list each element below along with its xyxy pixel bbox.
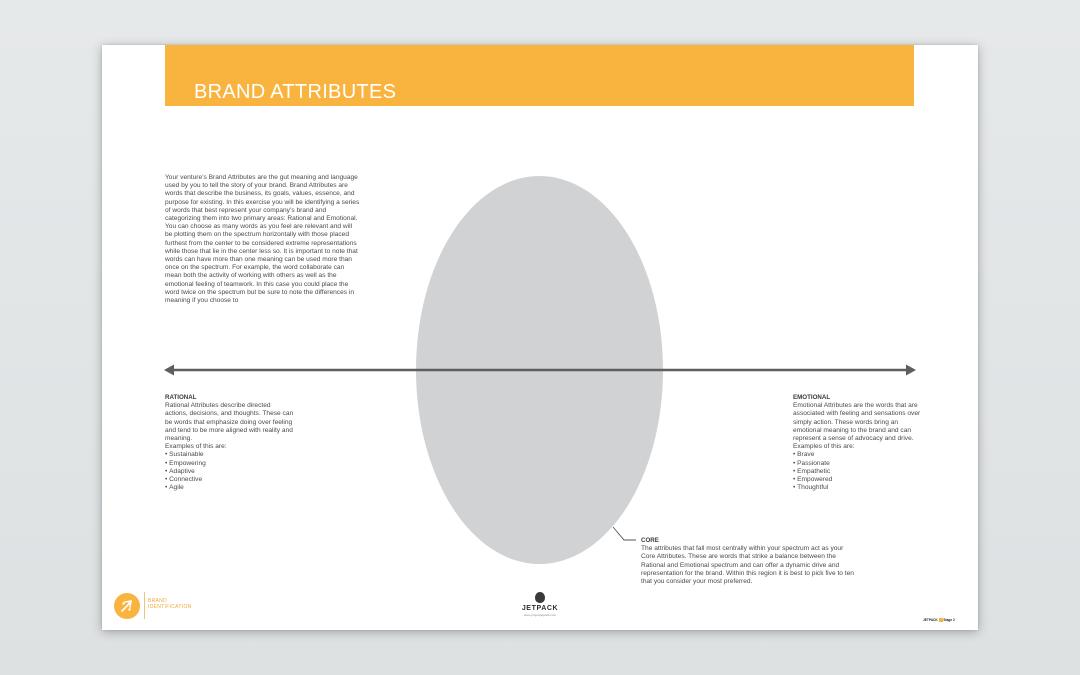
emotional-heading: EMOTIONAL (793, 394, 831, 401)
list-item: • Passionate (793, 460, 928, 468)
page-title: BRAND ATTRIBUTES (194, 81, 397, 103)
list-item: • Sustainable (165, 451, 295, 459)
jetpack-mark-icon (535, 592, 545, 603)
emotional-section (793, 394, 928, 492)
rational-heading: RATIONAL (165, 394, 197, 401)
brand-identification-label (148, 598, 208, 610)
worksheet-page (102, 45, 978, 630)
stage-icon (939, 618, 943, 622)
emotional-description: Emotional Attributes are the words that are associated with feeling and sensations over simply action. These words bring an emotional meaning to the brand and can represent a sense of advocacy and drive. (793, 402, 921, 443)
list-item: • Adaptive (165, 468, 295, 476)
core-section (641, 537, 859, 586)
emotional-examples-list (793, 451, 928, 492)
list-item: • Thoughtful (793, 484, 928, 492)
brand-line-1: BRAND (148, 598, 168, 604)
rational-examples-label: Examples of this are: (165, 443, 227, 451)
jetpack-wordmark: JETPACK (521, 605, 559, 612)
core-heading: CORE (641, 537, 659, 544)
list-item: • Empathetic (793, 468, 928, 476)
list-item: • Agile (165, 484, 295, 492)
list-item: • Empowered (793, 476, 928, 484)
brand-identification-logo (114, 593, 140, 619)
brand-divider (144, 592, 145, 619)
intro-paragraph: Your venture’s Brand Attributes are the gut meaning and language used by you to tell the story of your brand. Brand Attributes are words that describe the business, its goals, values, essence, and purpose for existing. In this exercise you will be identifying a series of words that best represent your company’s brand and categorizing them into two primary areas: Rational and Emotional. You can choose as many words as you feel are relevant and will be plotting them on the spectrum horizontally with those placed furthest from the center to be considered extreme representations while those that lie in the center less so. It is important to note that words can have more than one meaning can be used more than once on the spectrum. For example, the word collaborate can mean both the activity of working with others as well as the emotional feeling of teamwork. In this case you could place the word twice on the spectrum but be sure to note the differences in meaning if you choose to (165, 174, 360, 305)
rocket-icon (119, 598, 135, 614)
header-banner (165, 45, 914, 106)
rational-examples-list (165, 451, 295, 492)
footer-stage: Stage 2 (943, 618, 955, 622)
arrow-left-head (164, 365, 174, 376)
list-item: • Empowering (165, 460, 295, 468)
list-item: • Brave (793, 451, 928, 459)
list-item: • Connective (165, 476, 295, 484)
rational-section (165, 394, 295, 492)
jetpack-logo (507, 592, 573, 617)
core-ellipse (416, 176, 663, 564)
core-description: The attributes that fall most centrally within your spectrum act as your Core Attributes. These are words that strike a balance between the Rational and Emotional spectrum and can offer a dynamic drive and representation for the brand. Within this region it is best to pick five to ten that you consider your most preferred. (641, 545, 854, 586)
emotional-examples-label: Examples of this are: (793, 443, 855, 451)
brand-line-2: IDENTIFICATION (148, 604, 192, 610)
jetpack-url: www.projectjetpack.com (523, 613, 557, 617)
core-callout-line (613, 527, 636, 540)
footer-stage-mark (923, 618, 975, 622)
footer-brand: JETPACK (923, 618, 938, 622)
arrow-right-head (906, 365, 916, 376)
rational-description: Rational Attributes describe directed actions, decisions, and thoughts. These can be words that emphasize doing over feeling and tend to be more aligned with reality and meaning. (165, 402, 294, 443)
